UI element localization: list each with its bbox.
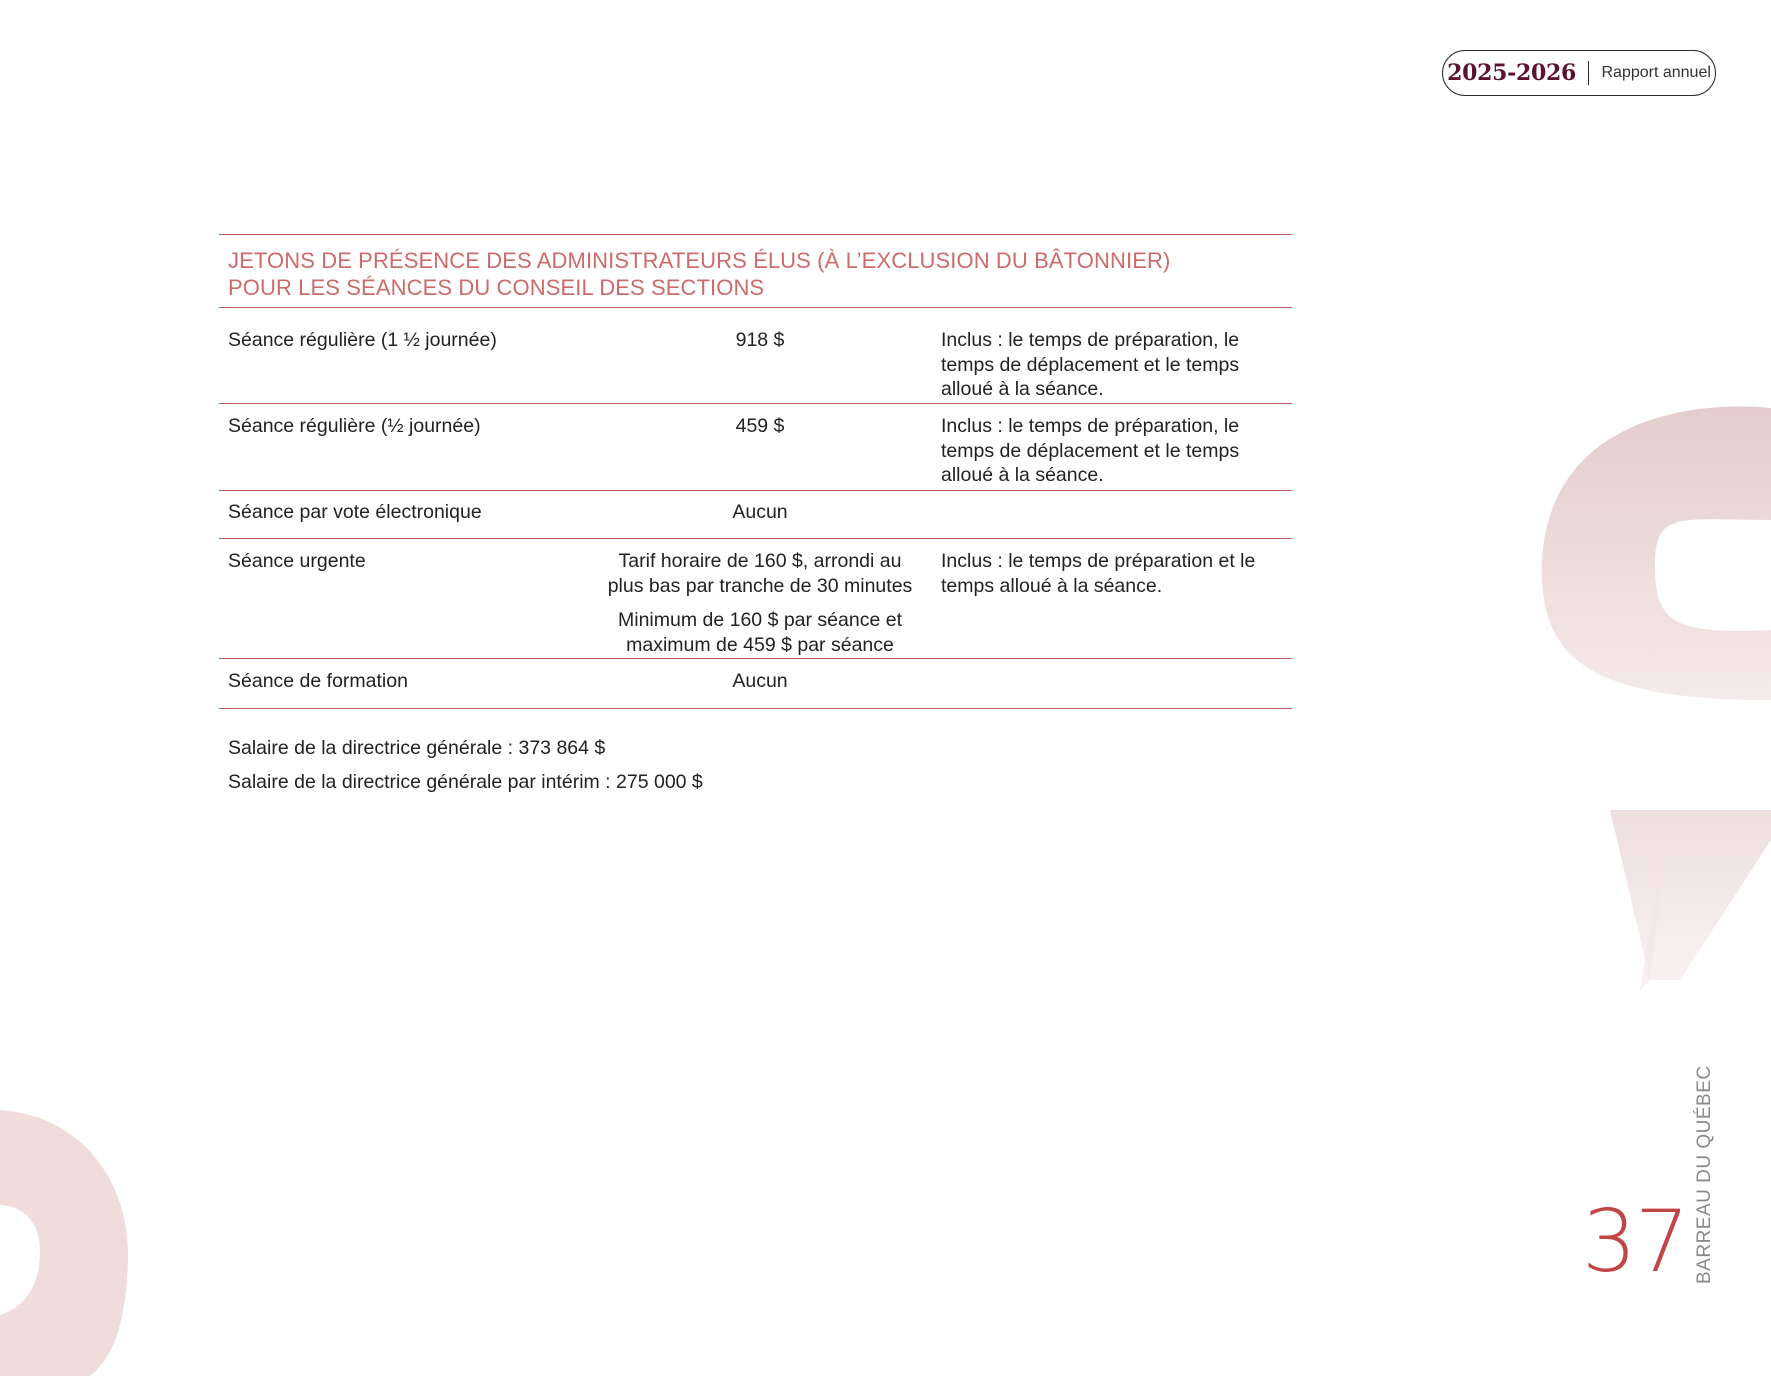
report-label: Rapport annuel [1601, 64, 1711, 81]
row-5-note [920, 669, 1292, 694]
salary-director-general: Salaire de la directrice générale : 373 864 $ [228, 737, 606, 759]
row-1-amount: 918 $ [735, 329, 785, 351]
table-title-line-2: POUR LES SÉANCES DU CONSEIL DES SECTIONS [228, 275, 765, 300]
table-row-2 [219, 414, 1292, 488]
row-2-amount: 459 $ [735, 415, 785, 437]
row-4-amount-limits: Minimum de 160 $ par séance et maximum de 459 $ par séance [618, 609, 902, 656]
table-row-5 [219, 669, 1292, 694]
salary-interim-director-general: Salaire de la directrice générale par intérim : 275 000 $ [228, 771, 703, 793]
row-5-amount: Aucun [732, 670, 788, 692]
row-3-amount: Aucun [732, 501, 788, 523]
organization-name: BARREAU DU QUÉBEC [1694, 1065, 1715, 1284]
row-1-session-type: Séance régulière (1 ½ journée) [228, 329, 497, 351]
row-3-note [920, 500, 1292, 525]
row-2-note: Inclus : le temps de préparation, le temps de déplacement et le temps alloué à la séance. [941, 415, 1240, 486]
table-title-line-1: JETONS DE PRÉSENCE DES ADMINISTRATEURS ÉLUS (À L’EXCLUSION DU BÂTONNIER) [228, 248, 1171, 273]
report-year: 2025-2026 [1447, 60, 1576, 86]
row-1-bottom-rule [219, 403, 1292, 404]
report-year-badge [1442, 50, 1716, 96]
table-row-4 [219, 549, 1292, 657]
salary-section [228, 731, 703, 799]
row-4-amount-rate: Tarif horaire de 160 $, arrondi au plus bas par tranche de 30 minutes [607, 550, 913, 597]
row-3-session-type: Séance par vote électronique [228, 501, 482, 523]
page-number: 37 [1582, 1192, 1688, 1292]
row-4-note: Inclus : le temps de préparation et le temps alloué à la séance. [941, 550, 1256, 597]
table-bottom-rule [219, 708, 1292, 709]
table-row-1 [219, 328, 1292, 402]
row-3-bottom-rule [219, 538, 1292, 539]
row-1-note: Inclus : le temps de préparation, le temps de déplacement et le temps alloué à la séance. [941, 329, 1240, 400]
row-5-session-type: Séance de formation [228, 670, 408, 692]
decorative-letter-q-shape [1530, 400, 1771, 1000]
row-4-bottom-rule [219, 658, 1292, 659]
decorative-letter-shape-bottom-left [0, 1110, 135, 1376]
row-4-session-type: Séance urgente [228, 550, 366, 572]
badge-divider [1588, 61, 1590, 85]
row-2-session-type: Séance régulière (½ journée) [228, 415, 481, 437]
table-row-3 [219, 500, 1292, 525]
row-4-amount [600, 549, 920, 657]
row-2-bottom-rule [219, 490, 1292, 491]
